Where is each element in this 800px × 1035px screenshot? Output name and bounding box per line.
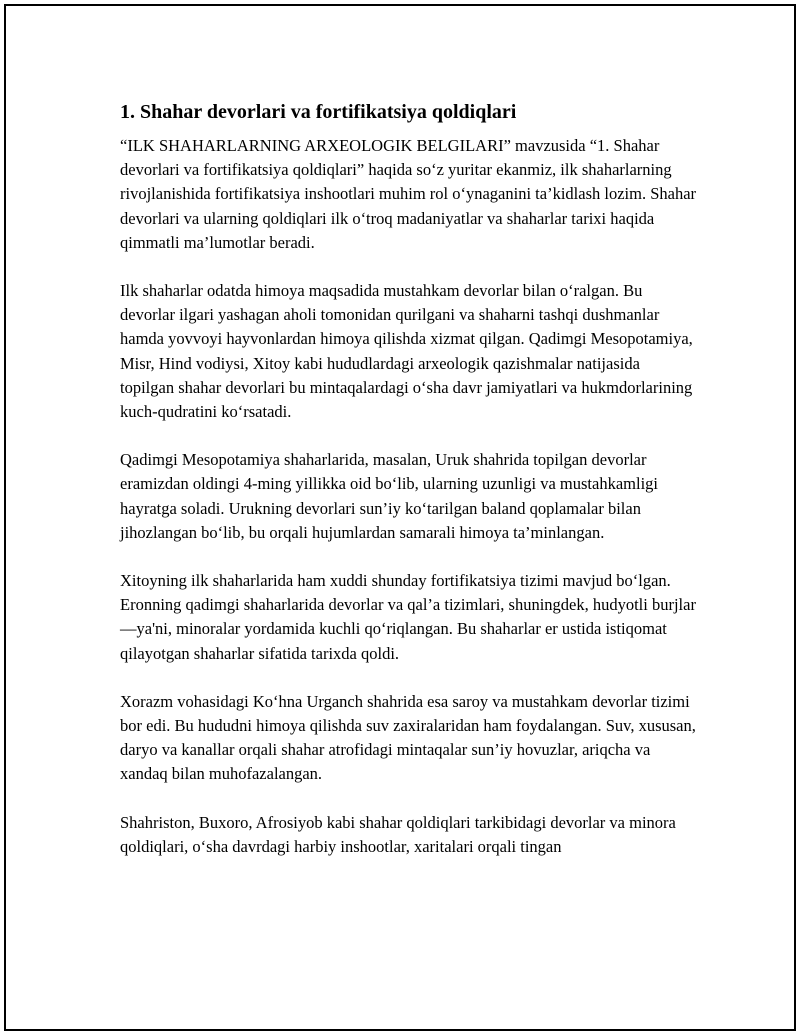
- document-body: [120, 98, 698, 883]
- paragraph: Xorazm vohasidagi Ko‘hna Urganch shahrida esa saroy va mustahkam devorlar tizimi bor edi. Bu hududni himoya qilishda suv zaxiralaridan ham foydalangan. Suv, xususan, daryo va kanallar orqali shahar atrofidagi mintaqalar sun’iy hovuzlar, ariqcha va xandaq bilan muhofazalangan.: [120, 691, 696, 784]
- paragraph: Shahriston, Buxoro, Afrosiyob kabi shahar qoldiqlari tarkibidagi devorlar va minora qoldiqlari, o‘sha davrdagi harbiy inshootlar, xaritalari orqali tingan: [120, 812, 676, 856]
- paragraph: Qadimgi Mesopotamiya shaharlarida, masalan, Uruk shahrida topilgan devorlar eramizdan oldingi 4-ming yillikka oid bo‘lib, ularning uzunligi va mustahkamligi hayratga soladi. Urukning devorlari sun’iy ko‘tarilgan baland qoplamalar bilan jihozlangan bo‘lib, bu orqali hujumlardan samarali himoya ta’minlangan.: [120, 450, 658, 542]
- paragraph: Ilk shaharlar odatda himoya maqsadida mustahkam devorlar bilan o‘ralgan. Bu devorlar ilgari yashagan aholi tomonidan qurilgani va shaharni tashqi dushmanlar hamda yovvoyi hayvonlardan himoya qilishda xizmat qilgan. Qadimgi Mesopotamiya, Misr, Hind vodiysi, Xitoy kabi hududlardagi arxeologik qazishmalar natijasida topilgan shahar devorlari bu mintaqalardagi o‘sha davr jamiyatlari va hukmdorlarining kuch-qudratini ko‘rsatadi.: [120, 281, 693, 422]
- section-heading: 1. Shahar devorlari va fortifikatsiya qoldiqlari: [120, 101, 517, 123]
- document-page: [4, 4, 796, 1031]
- paragraph: “ILK SHAHARLARNING ARXEOLOGIK BELGILARI” mavzusida “1. Shahar devorlari va fortifikatsiya qoldiqlari” haqida so‘z yuritar ekanmiz, ilk shaharlarning rivojlanishida fortifikatsiya inshootlari muhim rol o‘ynaganini ta’kidlash lozim. Shahar devorlari va ularning qoldiqlari ilk o‘troq madaniyatlar va shaharlar tarixi haqida qimmatli ma’lumotlar beradi.: [120, 136, 697, 252]
- paragraph: Xitoyning ilk shaharlarida ham xuddi shunday fortifikatsiya tizimi mavjud bo‘lgan. Eronning qadimgi shaharlarida devorlar va qal’a tizimlari, shuningdek, hudyotli burjlar—ya'ni, minoralar yordamida kuchli qo‘riqlangan. Bu shaharlar er ustida istiqomat qilayotgan shaharlar sifatida tarixda qoldi.: [120, 571, 696, 663]
